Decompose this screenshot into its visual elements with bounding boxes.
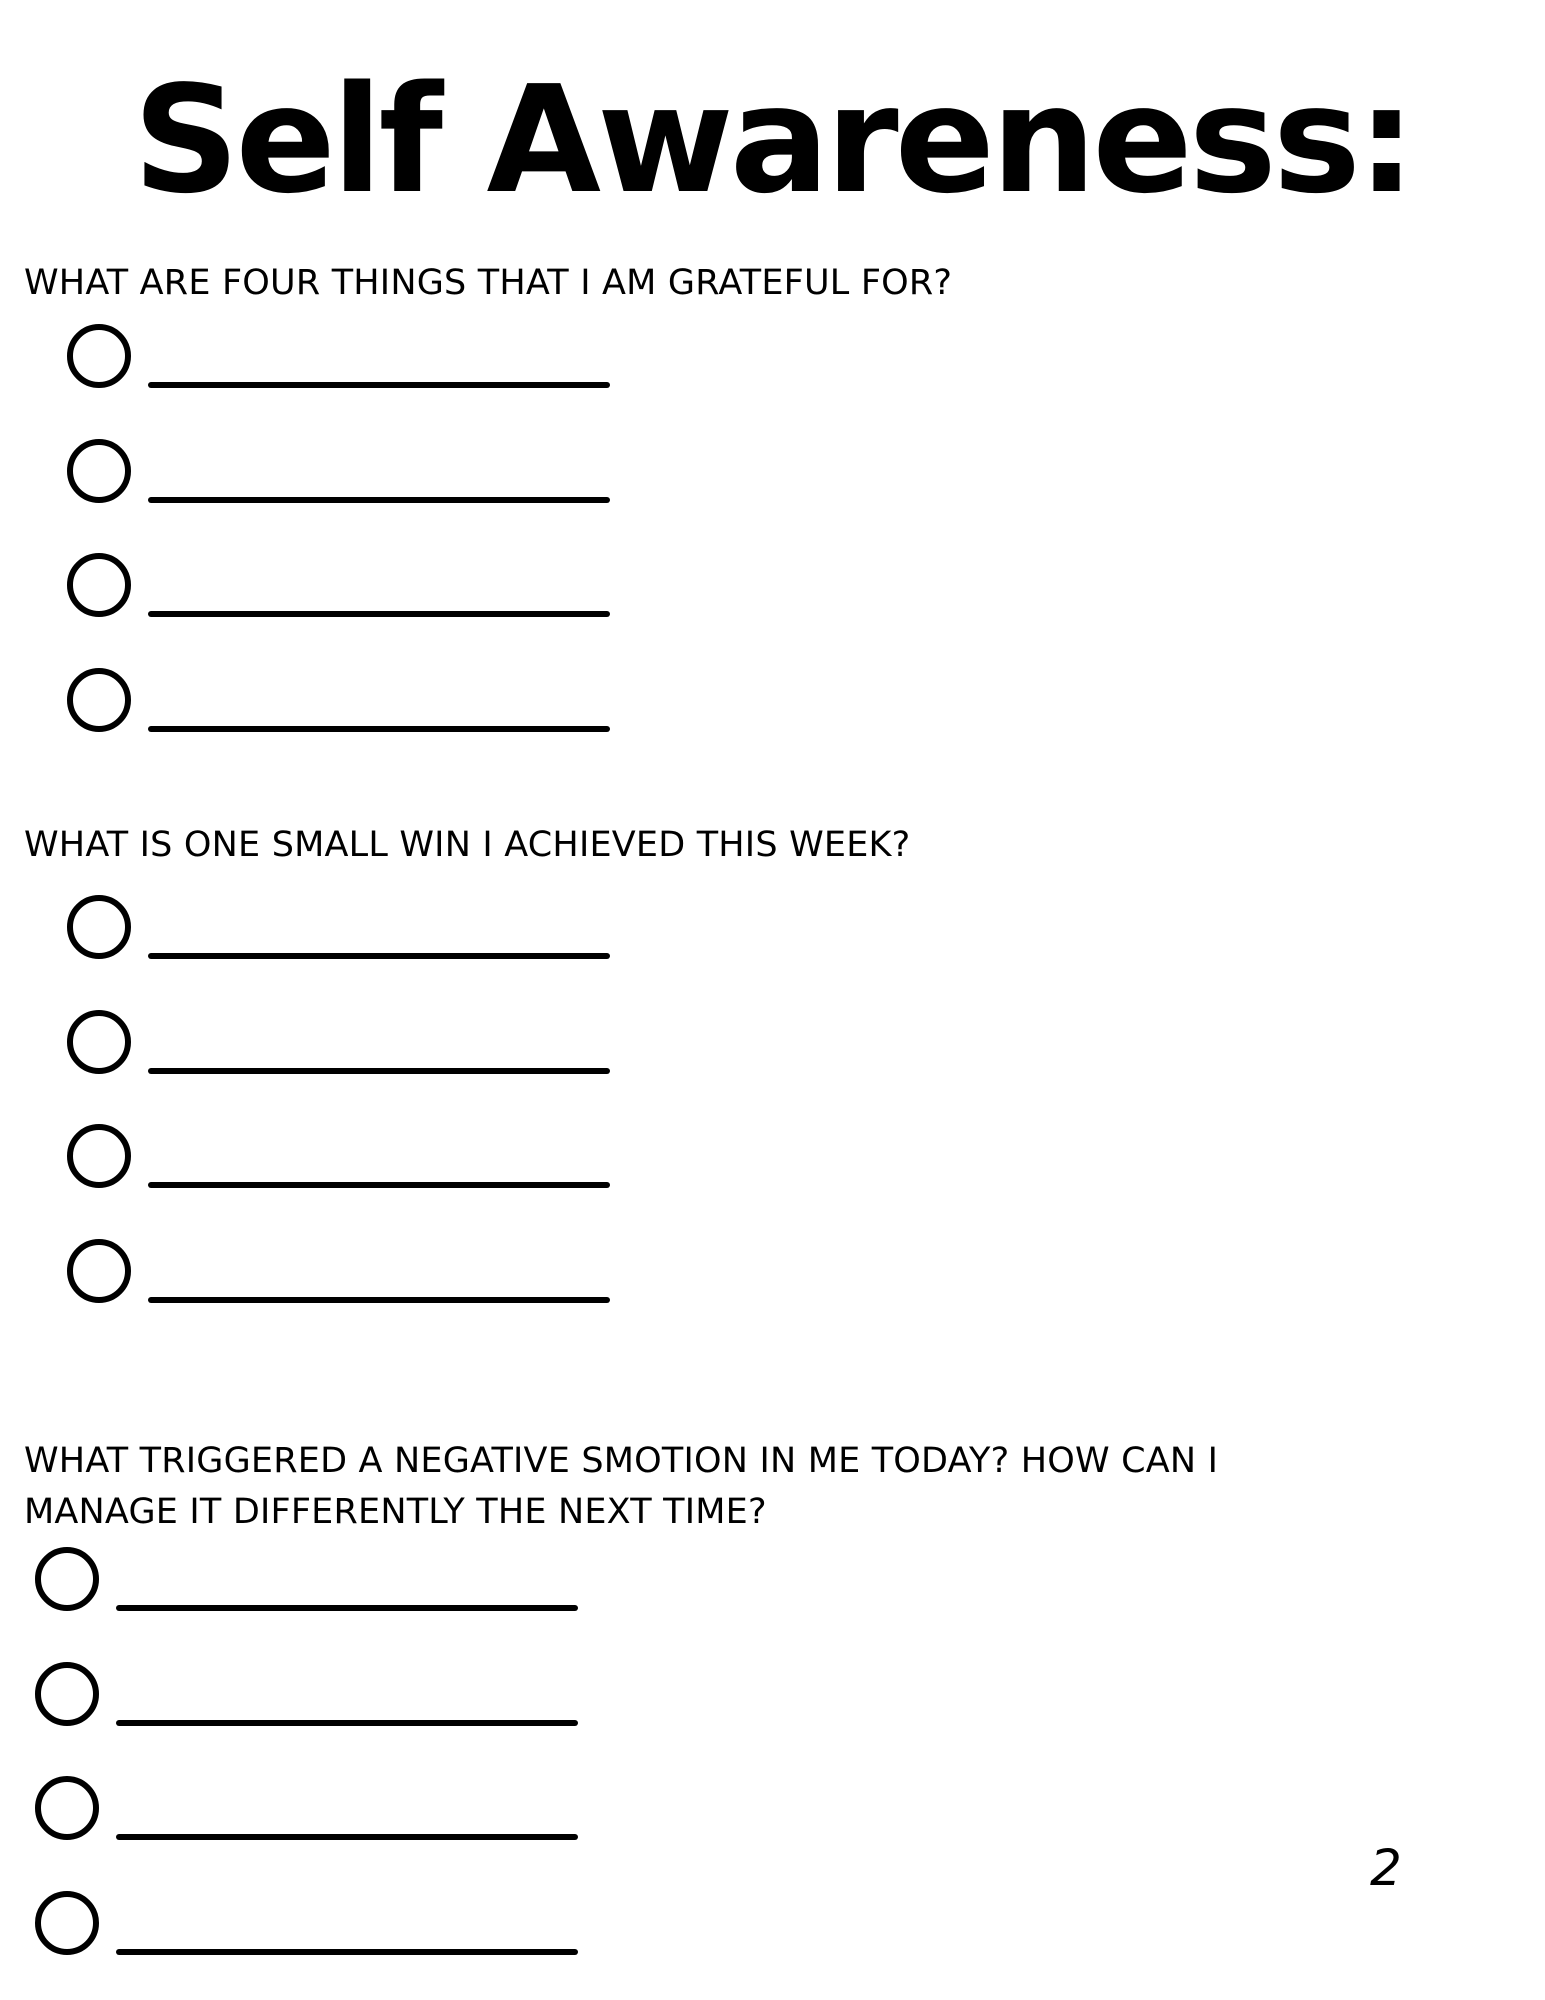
answer-line[interactable] <box>116 1605 578 1611</box>
checkbox-circle[interactable] <box>67 668 131 732</box>
checkbox-circle[interactable] <box>35 1662 99 1726</box>
answer-line[interactable] <box>148 497 610 503</box>
list-item <box>35 1891 635 1971</box>
list-item <box>67 895 667 975</box>
list-item <box>67 1124 667 1204</box>
answer-line[interactable] <box>148 611 610 617</box>
question-small-win: WHAT IS ONE SMALL WIN I ACHIEVED THIS WEEK? <box>24 825 911 865</box>
checkbox-circle[interactable] <box>35 1547 99 1611</box>
question-line: WHAT TRIGGERED A NEGATIVE SMOTION IN ME TODAY? HOW CAN I <box>24 1441 1219 1481</box>
list-item <box>67 324 667 404</box>
answer-line[interactable] <box>148 1182 610 1188</box>
question-grateful: WHAT ARE FOUR THINGS THAT I AM GRATEFUL FOR? <box>24 263 953 303</box>
page-number: 2 <box>1370 1839 1402 1897</box>
checkbox-circle[interactable] <box>67 439 131 503</box>
checkbox-circle[interactable] <box>35 1776 99 1840</box>
answer-line[interactable] <box>148 953 610 959</box>
list-item <box>67 553 667 633</box>
list-item <box>67 1239 667 1319</box>
page-title: Self Awareness: <box>132 54 1413 226</box>
list-item <box>67 439 667 519</box>
list-item <box>67 668 667 748</box>
answer-line[interactable] <box>148 1297 610 1303</box>
checkbox-circle[interactable] <box>67 1124 131 1188</box>
question-negative-emotion <box>24 1436 1218 1538</box>
answer-line[interactable] <box>116 1720 578 1726</box>
list-item <box>35 1547 635 1627</box>
answer-line[interactable] <box>148 726 610 732</box>
answer-line[interactable] <box>116 1949 578 1955</box>
answer-line[interactable] <box>148 1068 610 1074</box>
checkbox-circle[interactable] <box>67 324 131 388</box>
checkbox-circle[interactable] <box>67 553 131 617</box>
checkbox-circle[interactable] <box>35 1891 99 1955</box>
checkbox-circle[interactable] <box>67 895 131 959</box>
answer-line[interactable] <box>148 382 610 388</box>
question-line: MANAGE IT DIFFERENTLY THE NEXT TIME? <box>24 1492 767 1532</box>
list-item <box>67 1010 667 1090</box>
list-item <box>35 1776 635 1856</box>
checkbox-circle[interactable] <box>67 1239 131 1303</box>
list-item <box>35 1662 635 1742</box>
answer-line[interactable] <box>116 1834 578 1840</box>
checkbox-circle[interactable] <box>67 1010 131 1074</box>
